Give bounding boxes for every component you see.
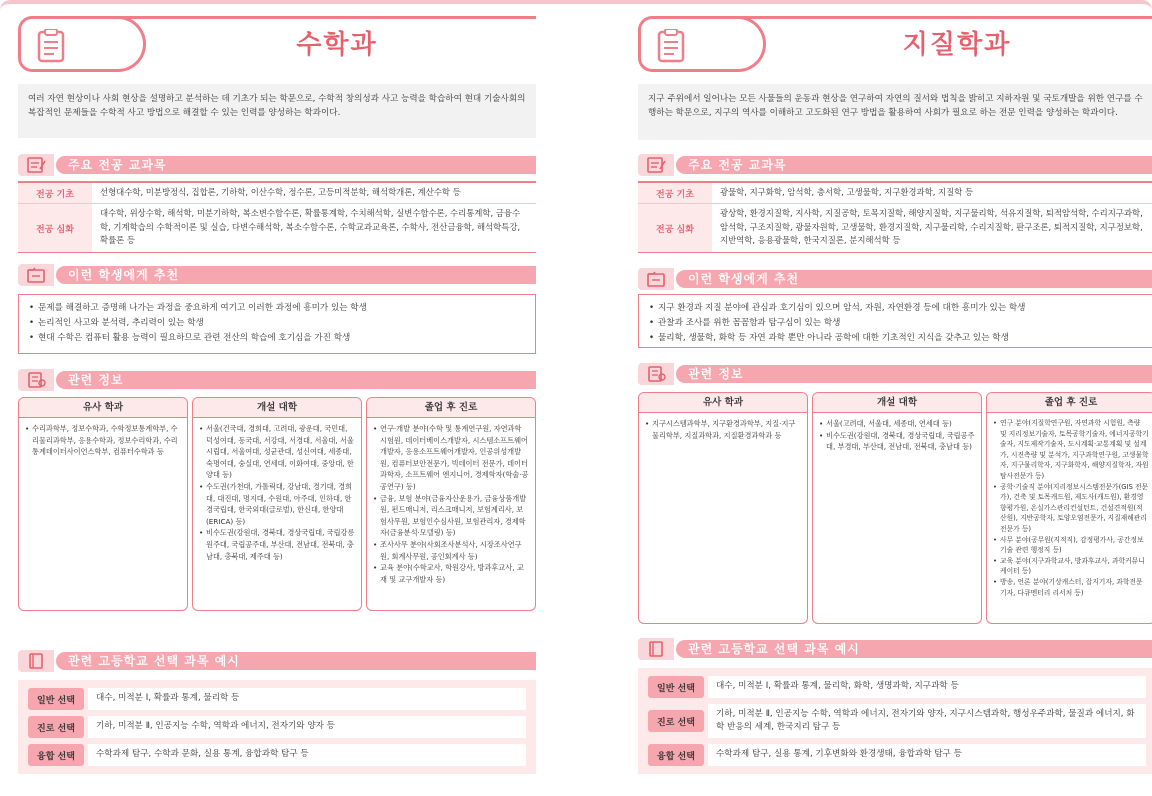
recommend-list	[638, 294, 1152, 348]
section-title: 관련 고등학교 선택 과목 예시	[688, 642, 860, 656]
major-label: 전공 심화	[18, 204, 92, 252]
book-icon	[638, 638, 674, 660]
section-title: 이런 학생에게 추천	[688, 272, 800, 286]
info-item: • 조사사무 분야(사회조사분석사, 시장조사연구원, 회계사무원, 공인회계사 등)	[373, 539, 529, 562]
info-item: • 수도권(가천대, 가톨릭대, 강남대, 경기대, 경희대, 대진대, 명지대, 수원대, 아주대, 인하대, 한경국립대, 한국외대(글로벌), 한신대, 한양대(ERICA) 등)	[199, 481, 355, 527]
info-item: • 서울(건국대, 경희대, 고려대, 광운대, 국민대, 덕성여대, 동국대, 서강대, 서경대, 서울대, 서울시립대, 서울여대, 성균관대, 성신여대, 세종대, 숙명여대, 숭실대, 연세대, 이화여대, 중앙대, 한양대 등)	[199, 423, 355, 481]
column-header: 유사 학과	[19, 398, 187, 418]
hs-value: 대수, 미적분 Ⅰ, 확률과 통계, 물리학, 화학, 생명과학, 지구과학 등	[708, 676, 1146, 698]
info-item: • 비수도권(강원대, 경북대, 경상국립대, 국립강릉원주대, 국립공주대, 부산대, 전남대, 전북대, 충남대, 충북대, 제주대 등)	[199, 527, 355, 562]
section-title: 주요 전공 교과목	[688, 158, 787, 172]
title-line	[118, 16, 536, 19]
column-header: 유사 학과	[639, 393, 807, 413]
major-label: 전공 기초	[638, 183, 712, 203]
document-icon	[638, 363, 674, 385]
info-item: • 수리과학부, 정보수학과, 수학정보통계학부, 수리물리과학부, 응용수학과, 정보수리학과, 수리통계데이터사이언스학부, 컴퓨터수학과 등	[25, 423, 181, 458]
info-item: • 공학·기술직 분야(지리정보시스템전문가(GIS 전문가), 건축 및 토목캐드원, 제도사(캐드원), 환경영향평가원, 온실가스관리컨설턴트, 건설견적원(적산원), 지반공학자, 토양오염전문가, 지질재해관리전문가 등)	[993, 482, 1149, 535]
section-title: 이런 학생에게 추천	[68, 268, 180, 282]
recommend-item: • 지구 환경과 지질 분야에 관심과 호기심이 있으며 암석, 자원, 자연환경 등에 대한 흥미가 있는 학생	[649, 301, 1145, 316]
clipboard-icon	[638, 16, 700, 72]
info-item: • 연구 분야(지질학연구원, 자연과학 시험원, 측량 및 지리정보기술자, 토목공학기술자, 에너지공학기술자, 지도제작기술자, 도시계획·교통계획 및 설계가, 시진측량 및 분석가, 지구과학연구원, 고생물학자, 지구물리학자, 지구화학자, 해양지질학자, 자원탐사전문가 등)	[993, 418, 1149, 482]
section-header-info	[18, 369, 536, 391]
hs-row	[28, 744, 526, 766]
recommend-item: • 물리학, 생물학, 화학 등 자연 과학 뿐만 아니라 공학에 대한 기초적인 지식을 갖추고 있는 학생	[649, 331, 1145, 346]
major-table	[638, 181, 1152, 253]
info-item: • 교육 분야(지구과학교사, 방과후교사, 과학커뮤니케이터 등)	[993, 556, 1149, 577]
title-curve	[76, 16, 146, 72]
column-header: 졸업 후 진로	[367, 398, 535, 418]
info-column-univ	[812, 392, 982, 624]
intro-text: 여러 자연 현상이나 사회 현상을 설명하고 분석하는 데 기초가 되는 학문으로, 수학적 창의성과 사고 능력을 학습하여 현대 기술사회의 복잡적인 문제들을 수학적 사고 방법으로 해결할 수 있는 인력를 양성하는 학과이다.	[18, 84, 536, 138]
hs-row	[28, 716, 526, 738]
info-columns	[638, 392, 1152, 624]
hs-row	[648, 744, 1146, 766]
hs-subjects	[18, 680, 536, 774]
section-title: 관련 정보	[688, 367, 744, 381]
info-item: • 연구·개발 분야(수학 및 통계연구원, 자연과학 시험원, 데이터베이스개발자, 시스템소프트웨어 개발자, 응용소프트웨어개발자, 인공위성개발원, 컴퓨터보안전문가, 빅데이터 전문가, 데이터과학자, 소프트웨어 엔지니어, 경제학자(학술·공공연구) 등)	[373, 423, 529, 493]
major-value: 대수학, 위상수학, 해석학, 미분기하학, 복소변수함수론, 확률통계학, 수치해석학, 실변수함수론, 수리통계학, 금융수학, 기계학습의 수학적이론 및 실습, 다변수해석학, 복소수함수론, 수학교과교육론, 수학사, 전산금융학, 해석학특강, 확률론 등	[100, 208, 521, 245]
major-row	[18, 183, 536, 204]
major-row	[638, 183, 1152, 204]
page-title: 지질학과	[902, 30, 1012, 60]
info-item: • 비수도권(강원대, 경북대, 경상국립대, 국립공주대, 부경대, 부산대, 전남대, 전북대, 충남대 등)	[819, 430, 975, 453]
major-row	[638, 204, 1152, 252]
hs-value: 수학과제 탐구, 수학과 문화, 실용 통계, 융합과학 탐구 등	[88, 744, 526, 766]
notebook-icon	[18, 154, 54, 176]
info-item: • 방송, 언론 분야(기상캐스터, 잡지기자, 과학전문기자, 다큐멘터리 리서처 등)	[993, 577, 1149, 598]
right-page	[638, 0, 1152, 796]
section-header-info	[638, 363, 1152, 385]
hs-value: 대수, 미적분 Ⅰ, 확률과 통계, 물리학 등	[88, 688, 526, 710]
intro-text: 지구 주위에서 일어나는 모든 사물들의 운동과 현상을 연구하여 자연의 질서와 법칙을 밝히고 지하자원 및 국토개발을 위한 연구를 수행하는 학문으로, 지구의 역사를 이해하고 고도화된 연구 방법을 활용하여 사회가 필요로 하는 전문 인력을 양성하는 학과이다.	[638, 84, 1152, 140]
section-header-recommend	[638, 268, 1152, 290]
folder-icon	[638, 268, 674, 290]
info-column-univ	[192, 397, 362, 611]
document-icon	[18, 369, 54, 391]
section-header-recommend	[18, 264, 536, 286]
hs-label: 진로 선택	[28, 716, 84, 738]
info-column-career	[366, 397, 536, 611]
section-header-hs	[638, 638, 1152, 660]
folder-icon	[18, 264, 54, 286]
title-bar	[18, 14, 536, 74]
hs-row	[648, 676, 1146, 698]
column-header: 졸업 후 진로	[987, 393, 1152, 413]
recommend-item: • 논리적인 사고와 분석력, 추리력이 있는 학생	[29, 316, 525, 331]
major-label: 전공 기초	[18, 183, 92, 203]
section-header-major	[18, 154, 536, 176]
section-title: 주요 전공 교과목	[68, 158, 167, 172]
major-table	[18, 181, 536, 253]
major-value: 선형대수학, 미분방정식, 집합론, 기하학, 이산수학, 정수론, 고등미적분학, 해석학개론, 계산수학 등	[100, 187, 461, 197]
section-title: 관련 정보	[68, 373, 124, 387]
left-page	[18, 0, 536, 796]
info-column-career	[986, 392, 1152, 624]
hs-label: 일반 선택	[648, 676, 704, 698]
title-curve	[696, 16, 766, 72]
major-value: 광상학, 환경지질학, 지사학, 지질공학, 토목지질학, 해양지질학, 지구물리학, 석유지질학, 퇴적암석학, 수리지구과학, 암석학, 구조지질학, 광물자원학, 고생물학, 환경지질학, 지구물리학, 수리지질학, 판구조론, 퇴적지질학, 지구정보학, 지반역학, 응용광물학, 한국지질론, 분지해석학 등	[720, 208, 1143, 245]
section-header-hs	[18, 650, 536, 672]
info-column-similar	[18, 397, 188, 611]
hs-label: 일반 선택	[28, 688, 84, 710]
title-bar	[638, 14, 1152, 74]
major-label: 전공 심화	[638, 204, 712, 252]
recommend-item: • 현대 수학은 컴퓨터 활용 능력이 필요하므로 관련 전산의 학습에 호기심을 가진 학생	[29, 331, 525, 346]
book-icon	[18, 650, 54, 672]
hs-value: 기하, 미적분 Ⅱ, 인공지능 수학, 역학과 에너지, 전자기와 양자, 지구시스템과학, 행성우주과학, 물질과 에너지, 화학 반응의 세계, 한국지리 탐구 등	[708, 704, 1146, 738]
hs-value: 기하, 미적분 Ⅱ, 인공지능 수학, 역학과 에너지, 전자기와 양자 등	[88, 716, 526, 738]
clipboard-icon	[18, 16, 80, 72]
hs-value: 수학과제 탐구, 실용 통계, 기후변화와 환경생태, 융합과학 탐구 등	[708, 744, 1146, 766]
recommend-item: • 관찰과 조사를 위한 꼼꼼함과 탐구심이 있는 학생	[649, 316, 1145, 331]
info-column-similar	[638, 392, 808, 624]
hs-subjects	[638, 668, 1152, 774]
hs-label: 진로 선택	[648, 710, 704, 732]
info-item: • 사무 분야(공무원(지적직), 감정평가사, 공간정보 기술 관련 행정직 등)	[993, 535, 1149, 556]
recommend-list	[18, 294, 536, 354]
info-item: • 서울(고려대, 서울대, 세종대, 연세대 등)	[819, 418, 975, 430]
section-header-major	[638, 154, 1152, 176]
page-title: 수학과	[296, 30, 378, 60]
column-header: 개설 대학	[193, 398, 361, 418]
hs-label: 융합 선택	[28, 744, 84, 766]
column-header: 개설 대학	[813, 393, 981, 413]
major-value: 광물학, 지구화학, 암석학, 층서학, 고생물학, 지구환경과학, 지질학 등	[720, 187, 974, 197]
notebook-icon	[638, 154, 674, 176]
recommend-item: • 문제를 해결하고 증명해 나가는 과정을 중요하게 여기고 이러한 과정에 흥미가 있는 학생	[29, 301, 525, 316]
section-title: 관련 고등학교 선택 과목 예시	[68, 654, 240, 668]
info-item: • 교육 분야(수학교사, 학원강사, 방과후교사, 교재 및 교구개발자 등)	[373, 562, 529, 585]
hs-label: 융합 선택	[648, 744, 704, 766]
hs-row	[648, 704, 1146, 738]
hs-row	[28, 688, 526, 710]
major-row	[18, 204, 536, 252]
title-line	[738, 16, 1152, 19]
info-columns	[18, 397, 536, 611]
info-item: • 금융, 보험 분야(금융자산운용가, 금융상품개발원, 펀드매니저, 리스크매니저, 보험계리사, 보험사무원, 보험인수심사원, 보험관리자, 경제학자(금융분석·모델링) 등)	[373, 493, 529, 539]
info-item: • 지구시스템과학부, 지구환경과학부, 지질·지구물리학부, 지질과학과, 지질환경과학과 등	[645, 418, 801, 441]
